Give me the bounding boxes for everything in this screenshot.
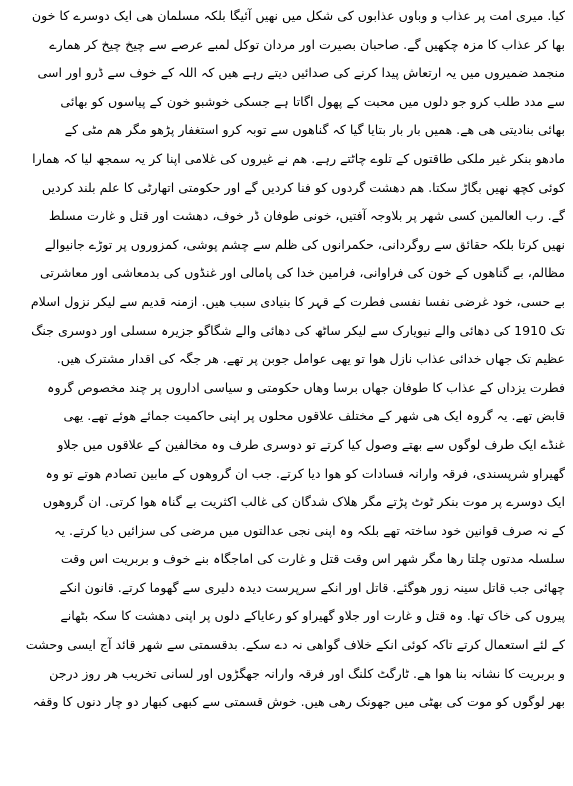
text-line: نھیں کرتا بلکہ حقائق سے روگردانی، حکمرانوں کی ظلم سے چشم پوشی، کمزوروں پر توڑے جانیوالے xyxy=(44,236,565,252)
text-line: کے لئے استعمال کرتے تاکہ کوئی انکے خلاف گواھی نہ دے سکے. بدقسمتی سے شھر قائد آج ایسی وحشت xyxy=(25,637,565,653)
text-line: بھر لوگوں کو موت کی بھٹی میں جھونک رھی ھیں. خوش قسمتی سے کبھی کبھار دو چار دنوں کا وقفہ xyxy=(32,694,565,710)
text-line: پیروں کی خاک تھا. وہ قتل و غارت اور جلاو گھیراو کو رعایاکے دلوں پر اپنی دھشت کا سکہ بٹھانے xyxy=(60,608,565,624)
text-line: عظیم تک جھاں خدائی عذاب نازل ھوا تو یھی عوامل جوبن پر تھے. ھر جگہ کی اقدار مشترک ھیں. xyxy=(56,351,565,367)
text-line: منجمد ضمیروں میں یہ ارتعاش پیدا کرنے کی صدائیں دیتے رہے ھیں کہ اللہ کے خوف سے ڈرو اور اسی xyxy=(37,65,565,81)
text-line: گے. رب العالمین کسی شھر پر بلاوجہ آفتیں، خونی طوفان ڈر خوف، دھشت اور قتل و غارت مسلط xyxy=(48,208,565,224)
text-line: ایک دوسرے پر موت بنکر ٹوٹ پڑتے مگر ھلاک شدگان کی غالب اکثریت بے گناہ ھوا کرتی. ان گروھوں xyxy=(42,494,565,510)
text-line: غنڈے ایک طرف لوگوں سے بھتے وصول کیا کرتے تو دوسری طرف وہ مخالفین کے علاقوں میں جلاو xyxy=(57,436,565,452)
text-line: بھائی بنادیتی ھی ھے. ھمیں بار بار بتایا گیا کہ گناھوں سے توبہ کرو استغفار پڑھو مگر ھم مٹی کے xyxy=(64,122,565,138)
text-line: و بربریت کا نشانہ بنا ھوا ھے. ٹارگٹ کلنگ اور فرقہ وارانہ جھگڑوں اور لسانی تخریب ھر روز درجن xyxy=(49,665,565,681)
text-line: کیا. میری امت پر عذاب و وباوں عذابوں کی شکل میں نھیں آئیگا بلکہ مسلمان ھی ایک دوسرے کا خون xyxy=(31,8,565,23)
text-line: فطرت یزداں کے عذاب کا طوفان جھاں برسا وھاں حکومتی و سیاسی اداروں پر چند مخصوص گروہ xyxy=(47,379,565,395)
text-line: سلسلہ مدتوں چلتا رھا مگر شھر اس وقت قتل و غارت کی اماجگاہ بنے خوف و بربریت اس وقت xyxy=(60,551,565,567)
text-line xyxy=(8,745,565,774)
text-line: چھائی جب قاتل سینہ زور ھوگئے. قاتل اور انکے سرپرست دیدہ دلیری سے گھوما کرتے. قانون انکے xyxy=(59,579,565,595)
text-line: مادھو بنکر غیر ملکی طاقتوں کے تلوے چاٹتے رہے. ھم نے غیروں کی غلامی اپنا کر یہ سمجھ لیا کہ ھمارا xyxy=(32,150,565,166)
text-line: تک 1910 کی دھائی والے نیویارک سے لیکر ساٹھ کی دھائی والے شگاگو جزیرہ سسلی اور دوسری جنگ xyxy=(31,322,565,338)
text-line xyxy=(8,717,565,746)
text-line: بے حسی، خود غرضی نفسا نفسی فطرت کے قہر کا بنیادی سبب ھیں. ازمنہ قدیم سے لیکر نزول اسلام xyxy=(30,293,565,309)
text-line: کوئی کچھ نھیں بگاڑ سکتا. ھم دھشت گردوں کو فنا کردیں گے اور حکومتی اتھارٹی کا علم بلند کردیں xyxy=(41,179,565,195)
text-line: قابض تھے. یہ گروہ ایک ھی شھر کے مختلف علاقوں محلوں پر اپنی حاکمیت جمائے ھوئے تھے. یھی xyxy=(63,408,565,424)
text-line: مظالم، بے گناھوں کے خون کی فراوانی، فرامین خدا کی پامالی اور غنڈوں کی بدمعاشی اور معاشرتی xyxy=(39,265,565,281)
text-line: گھیراو شرپسندی، فرقہ وارانہ فسادات کو ھوا دیا کرتے. جب ان گروھوں کے مابین تصادم ھوتے تو وہ xyxy=(45,465,565,481)
text-line: سے مدد طلب کرو جو دلوں میں محبت کے پھول اگاتا ہے جسکی خوشبو خون کے پیاسوں کو بھائی xyxy=(60,93,565,109)
text-line: بھا کر عذاب کا مزہ چکھیں گے. صاحبان بصیرت اور مردان توکل لمبے عرصے سے چیخ چیخ کر ھمارے xyxy=(49,36,565,52)
text-line: کے نہ صرف قوانین خود ساختہ تھے بلکہ وہ اپنی نجی عدالتوں میں مرضی کی سزائیں دیا کرتے. یہ xyxy=(54,522,565,538)
